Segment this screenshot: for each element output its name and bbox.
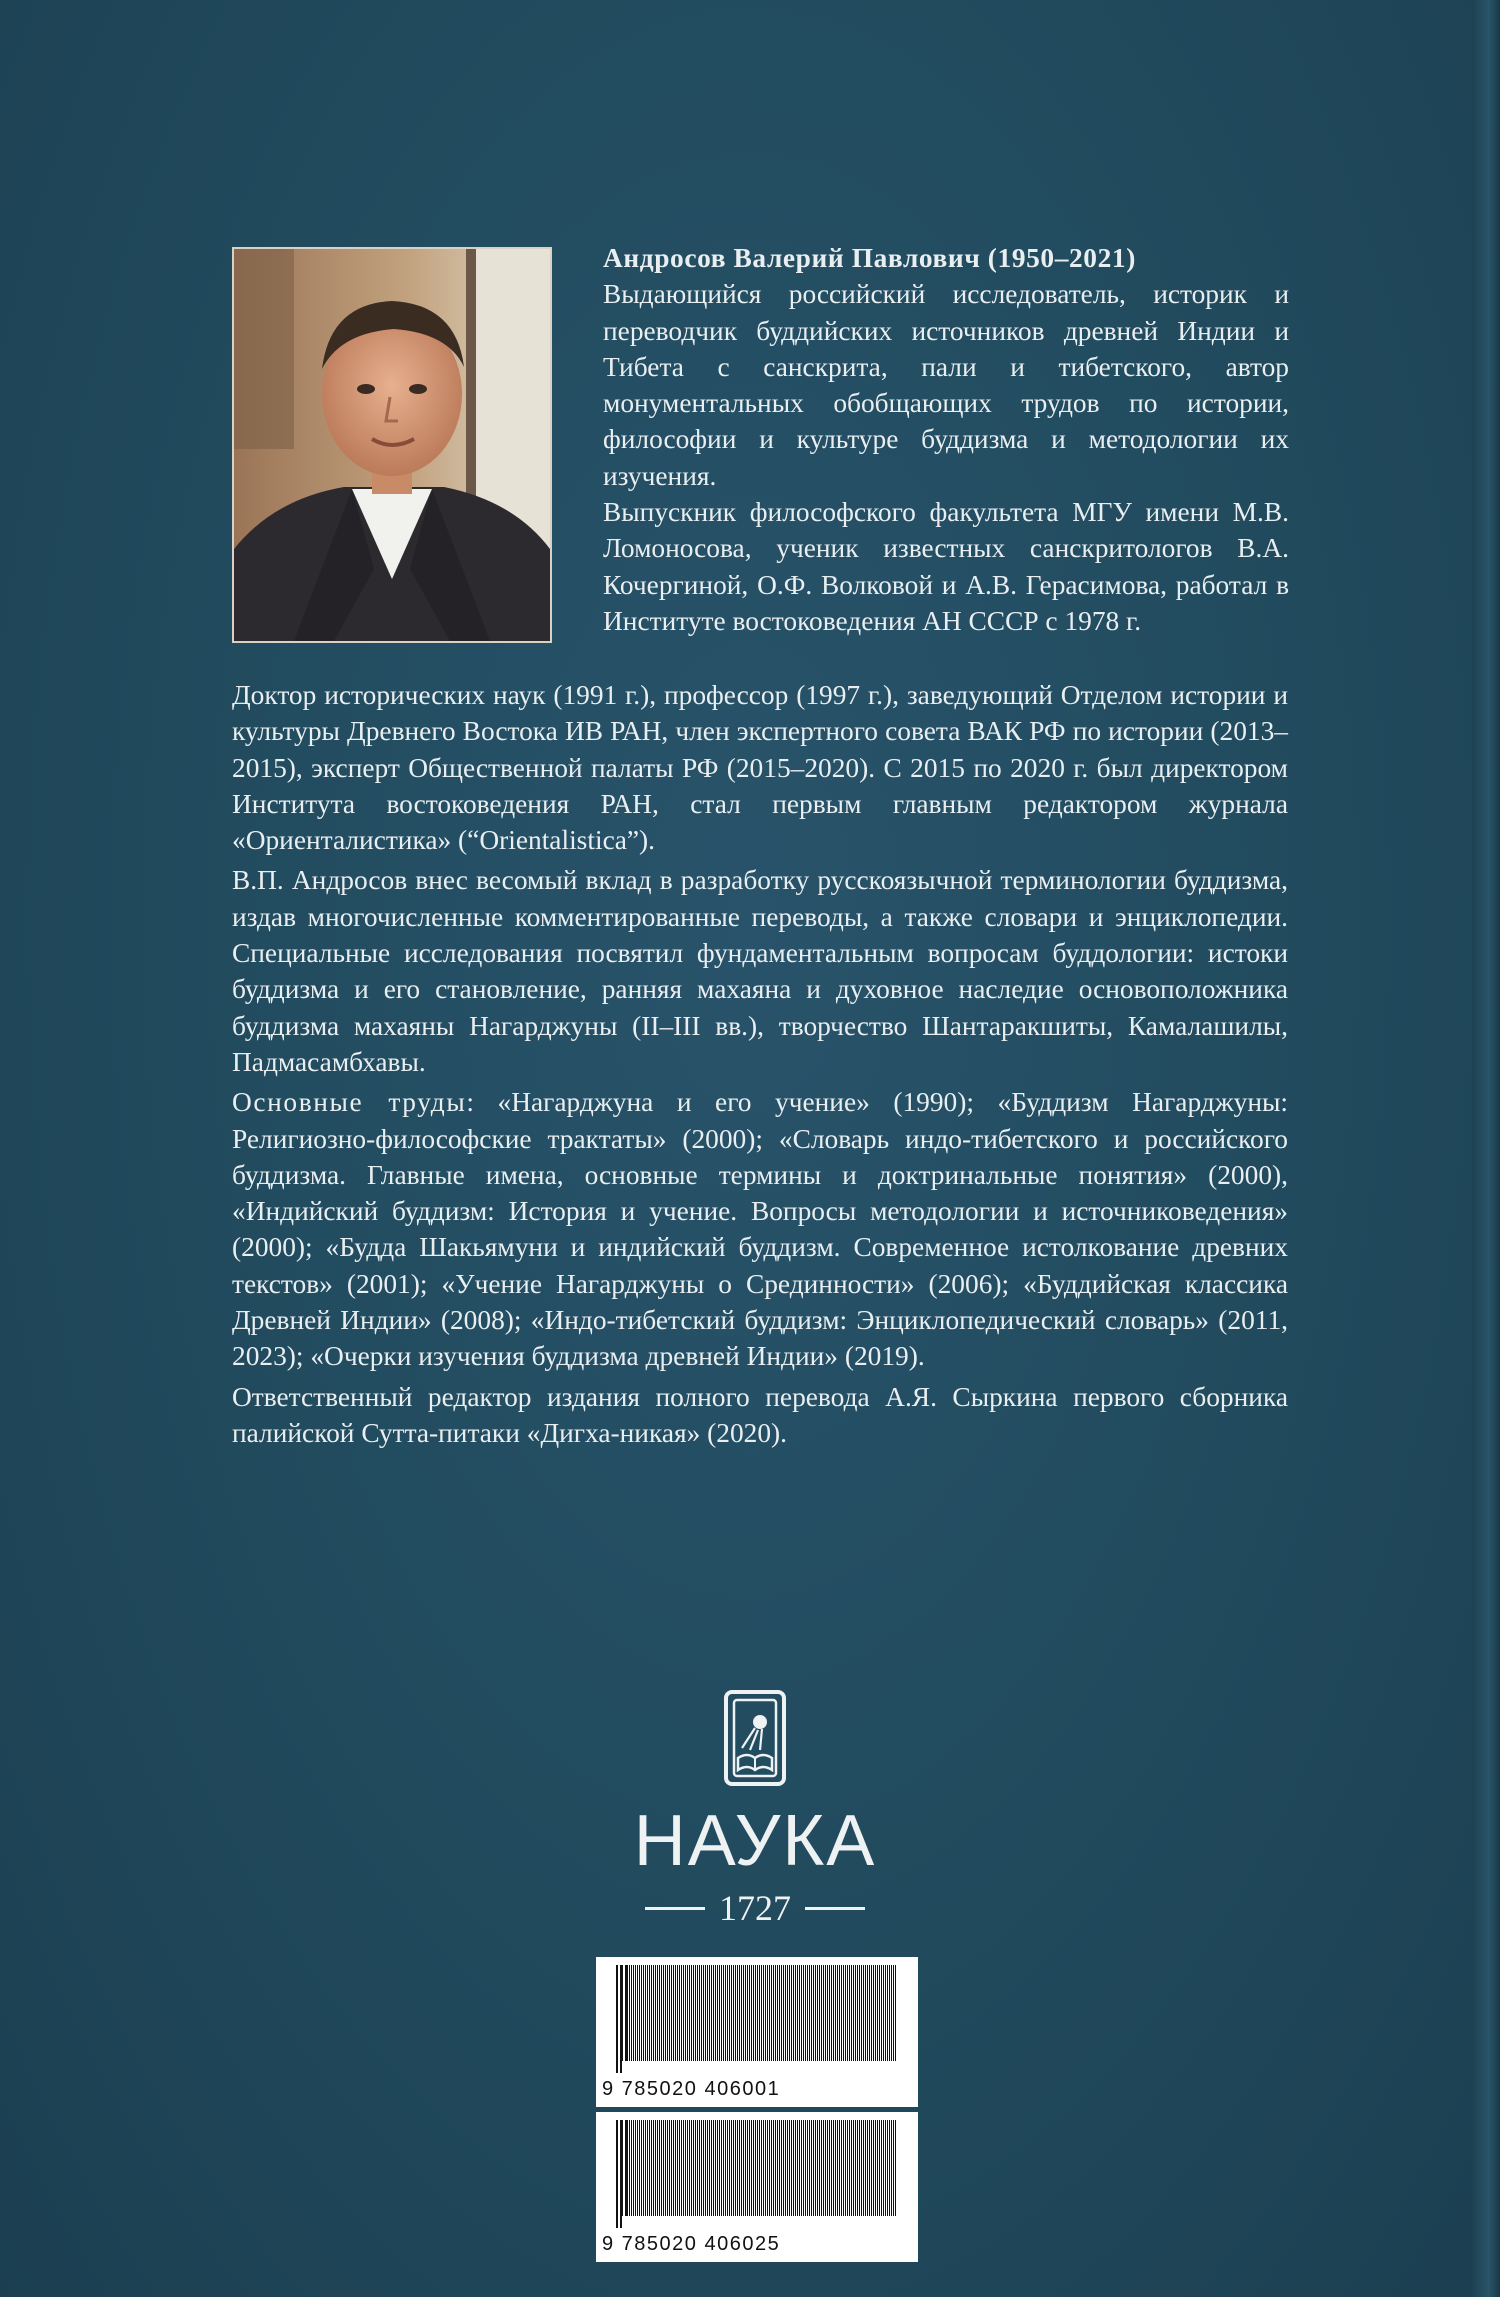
intro-paragraph-2: Выпускник философского факультета МГУ имени М.В. Ломоносова, ученик известных санскритологов В.А. Кочергиной, О.Ф. Волковой и А.В. Герасимова, работал в Институте востоковедения АН СССР с 1978 г. (603, 497, 1289, 636)
barcode-2-bars (606, 2120, 908, 2228)
year-rule-right (805, 1907, 865, 1910)
author-portrait-illustration (234, 249, 550, 641)
barcode-1-digits: 9 785020 406001 (602, 2078, 781, 2100)
biography-text (232, 677, 1288, 1451)
publisher-name: НАУКА (633, 1801, 877, 1881)
career-paragraph: Доктор исторических наук (1991 г.), профессор (1997 г.), заведующий Отделом истории и культуры Древнего Востока ИВ РАН, член экспертного совета ВАК РФ по истории (2013–2015), эксперт Общественной палаты РФ (2015–2020). С 2015 по 2020 г. был директором Института востоковедения РАН, стал первым главным редактором журнала «Ориенталистика» (“Orientalistica”). (232, 680, 1288, 856)
barcode-2-digits: 9 785020 406025 (602, 2233, 781, 2255)
works-paragraph (232, 1084, 1288, 1374)
year-text: 1727 (719, 1888, 791, 1928)
works-list: : «Нагарджуна и его учение» (1990); «Буддизм Нагарджуны: Религиозно-философские трактаты» (2000); «Словарь индо-тибетского и российского буддизма. Главные имена, основные термины и доктринальные понятия» (2000), «Индийский буддизм: История и учение. Вопросы методологии и источниковедения» (2000); «Будда Шакьямуни и индийский буддизм. Современное истолкование древних текстов» (2001); «Учение Нагарджуны о Срединности» (2006); «Буддийская классика Древней Индии» (2008); «Индо-тибетский буддизм: Энциклопедический словарь» (2011, 2023); «Очерки изучения буддизма древней Индии» (2019). (232, 1087, 1289, 1372)
author-name: Андросов Валерий Павлович (1950–2021) (603, 243, 1136, 273)
year-rule-left (645, 1907, 705, 1910)
publisher-year (640, 1887, 870, 1929)
author-intro (603, 240, 1289, 639)
intro-paragraph-1: Выдающийся российский исследователь, историк и переводчик буддийских источников древней Индии и Тибета с санскрита, пали и тибетского, автор монументальных обобщающих трудов по истории, философии и культуре буддизма и методологии их изучения. (603, 279, 1289, 491)
barcode-1 (596, 1957, 918, 2107)
cover-spine-edge (1472, 0, 1500, 2297)
barcode-1-bars (606, 1965, 908, 2073)
works-label: Основные труды (232, 1087, 467, 1118)
barcode-2 (596, 2112, 918, 2262)
contribution-paragraph: В.П. Андросов внес весомый вклад в разработку русскоязычной терминологии буддизма, издав многочисленные комментированные переводы, а также словари и энциклопедии. Специальные исследования посвятил фундаментальным вопросам буддологии: истоки буддизма и его становление, ранняя махаяна и духовное наследие основоположника буддизма махаяны Нагарджуны (II–III вв.), творчество Шантаракшиты, Камалашилы, Падмасамбхавы. (232, 865, 1288, 1077)
nauka-logo-icon (720, 1688, 790, 1788)
editor-paragraph: Ответственный редактор издания полного перевода А.Я. Сыркина первого сборника палийской Сутта-питаки «Дигха-никая» (2020). (232, 1381, 1288, 1448)
author-portrait (232, 247, 552, 643)
